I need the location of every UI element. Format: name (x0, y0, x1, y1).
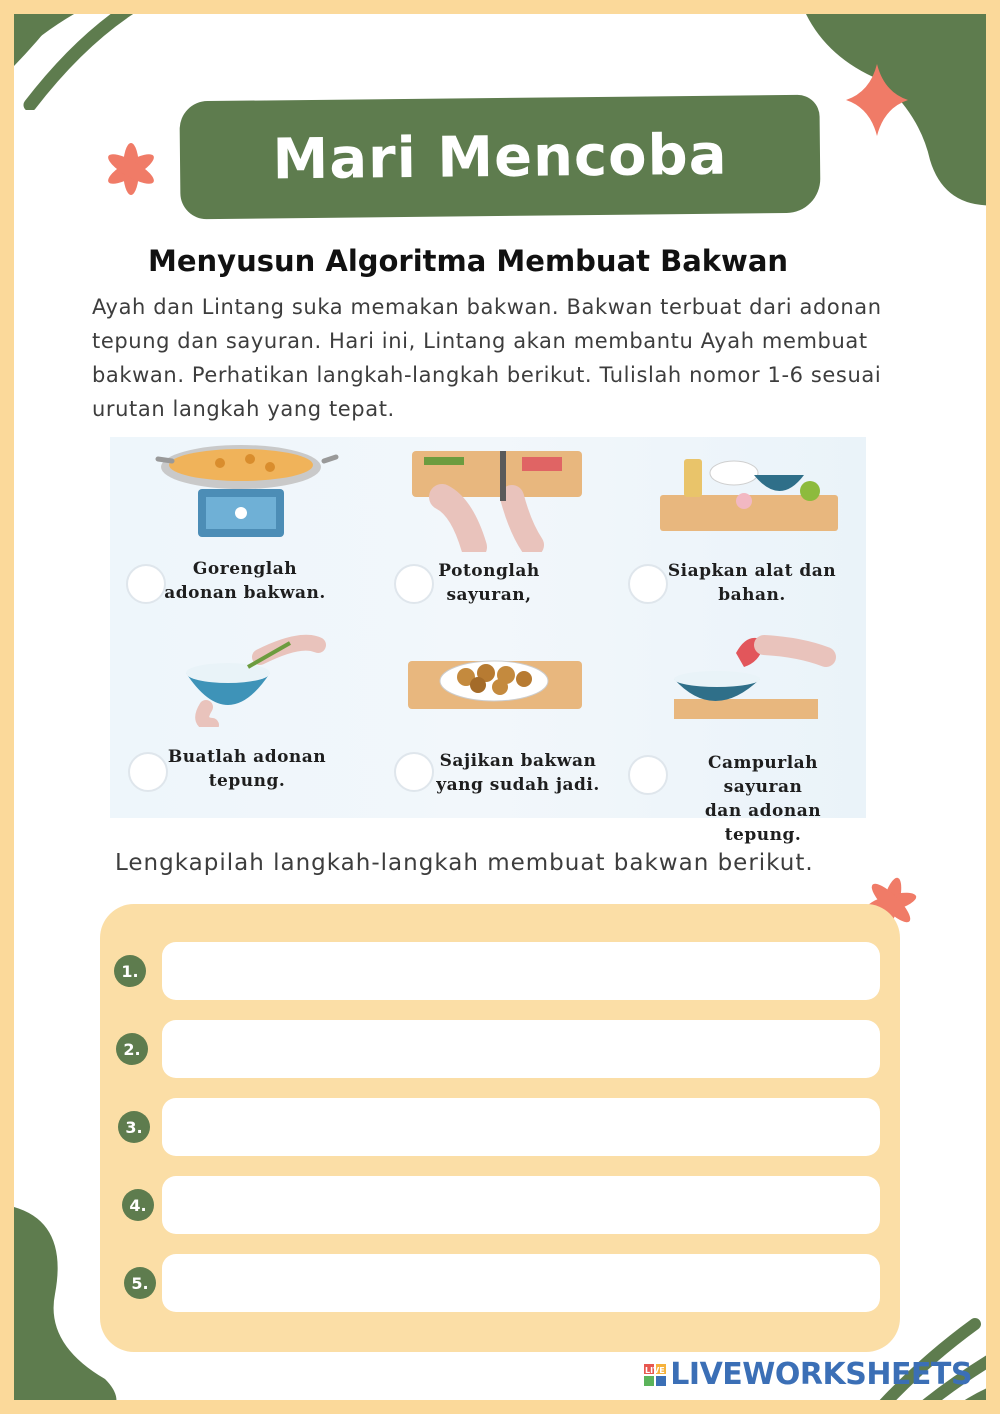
step-number-badge: 3. (118, 1111, 150, 1143)
answer-input-2[interactable] (162, 1020, 880, 1078)
step-card (110, 627, 362, 817)
liveworksheets-wordmark: LIVEWORKSHEETS (670, 1357, 972, 1392)
step-label: Potonglah sayuran, (438, 561, 540, 605)
top-left-leaf-decoration (14, 14, 150, 110)
step-label: Campurlah sayuran dan adonan tepung. (704, 753, 822, 845)
answer-input-4[interactable] (162, 1176, 880, 1234)
step-card (614, 437, 866, 627)
step-number-badge: 2. (116, 1033, 148, 1065)
worksheet-page (14, 14, 986, 1400)
coral-sparkle-decoration (844, 62, 910, 138)
step-label: Siapkan alat dan bahan. (667, 561, 837, 605)
step-card (614, 627, 866, 845)
step-order-checkbox[interactable] (394, 752, 434, 792)
step-label: Sajikan bakwan yang sudah jadi. (436, 751, 600, 795)
step-label: Gorenglah adonan bakwan. (164, 559, 326, 603)
answer-row (100, 1020, 900, 1080)
svg-text:LIVE: LIVE (645, 1365, 666, 1375)
step-order-checkbox[interactable] (628, 755, 668, 795)
answer-row (100, 942, 900, 1002)
answer-instruction: Lengkapilah langkah-langkah membuat bakwan berikut. (115, 850, 814, 876)
steps-illustration-panel (110, 437, 866, 845)
step-number-badge: 5. (124, 1267, 156, 1299)
step-number-badge: 1. (114, 955, 146, 987)
mixing-bowl-icon (110, 627, 362, 727)
serving-plate-icon (362, 627, 614, 727)
step-label: Buatlah adonan tepung. (167, 747, 327, 791)
page-title: Mari Mencoba (272, 122, 728, 192)
step-order-checkbox[interactable] (628, 564, 668, 604)
answer-input-3[interactable] (162, 1098, 880, 1156)
answer-row (100, 1098, 900, 1158)
section-subtitle: Menyusun Algoritma Membuat Bakwan (148, 244, 789, 278)
step-card (110, 437, 362, 627)
coral-star-decoration (100, 138, 162, 200)
answer-input-1[interactable] (162, 942, 880, 1000)
step-number-badge: 4. (122, 1189, 154, 1221)
cutting-board-icon (362, 437, 614, 552)
answer-row (100, 1176, 900, 1236)
ingredients-icon (614, 437, 866, 547)
answer-input-5[interactable] (162, 1254, 880, 1312)
liveworksheets-logo-icon (644, 1364, 666, 1386)
frying-pan-icon (110, 437, 362, 547)
answer-row (100, 1254, 900, 1314)
title-banner (179, 95, 820, 220)
step-card (362, 627, 614, 817)
answer-panel (100, 904, 900, 1352)
intro-paragraph: Ayah dan Lintang suka memakan bakwan. Bakwan terbuat dari adonan tepung dan sayuran. Hari ini, Lintang akan membantu Ayah membuat bakwan. Perhatikan langkah-langkah berikut. Tulislah nomor 1-6 sesuai urutan langkah yang tepat. (92, 295, 882, 421)
step-card (362, 437, 614, 627)
pouring-bowl-icon (614, 627, 866, 727)
liveworksheets-logo (644, 1357, 972, 1392)
